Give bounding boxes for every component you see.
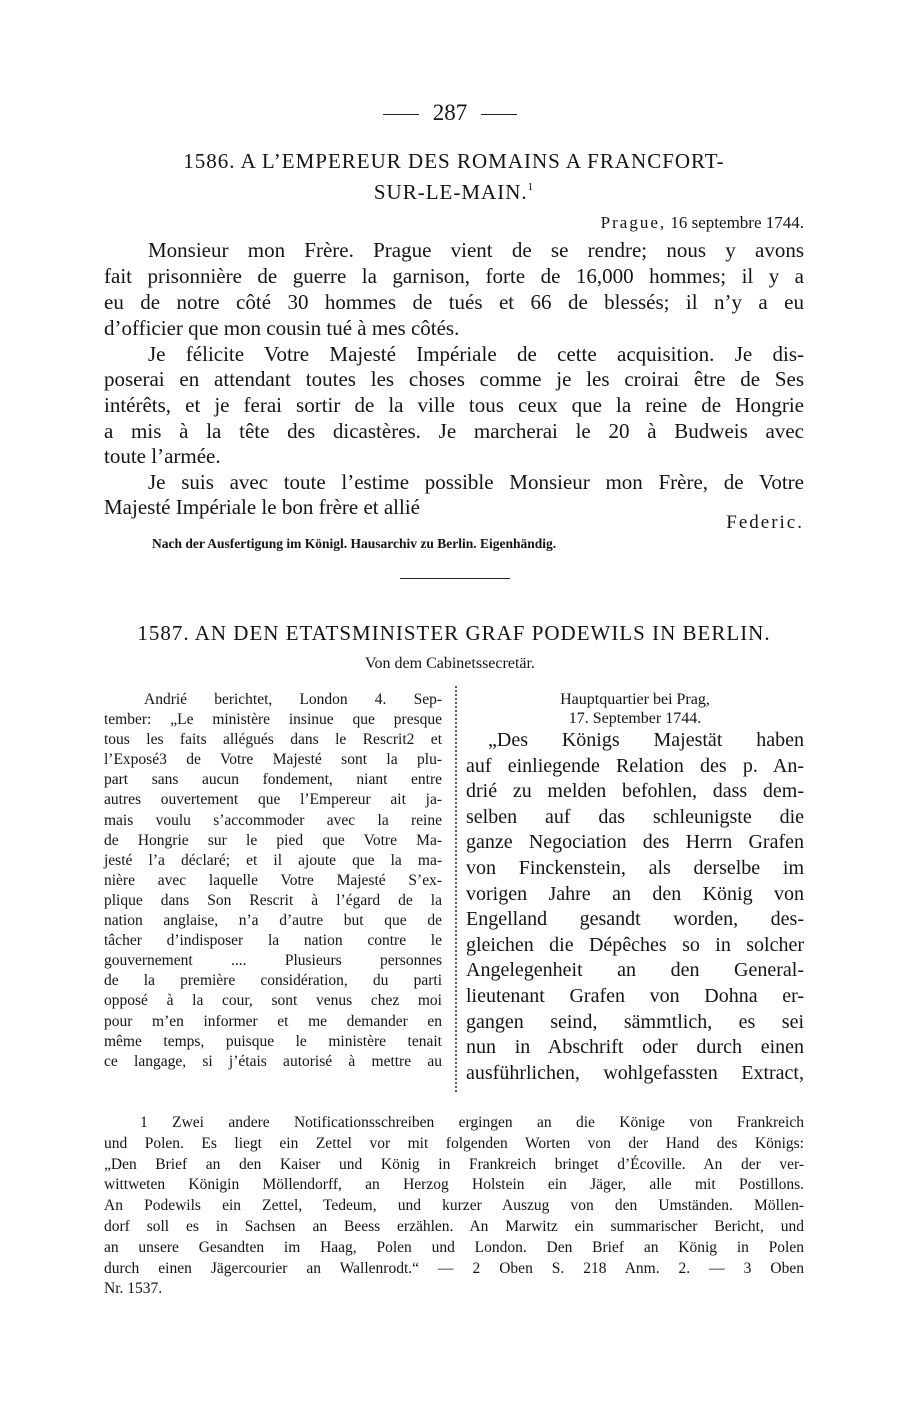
right-column-date: 17. September 1744. xyxy=(568,710,702,727)
footnote-line: „Den Brief an den Kaiser und König in Frankreich bringet d’Écoville. An der ver- xyxy=(104,1155,804,1173)
right-column-line: gangen seind, sämmtlich, es sei xyxy=(466,1010,804,1033)
left-column-line: tâcher d’indisposer la nation contre le xyxy=(104,932,442,950)
left-column-line: de Hongrie sur le pied que Votre Ma- xyxy=(104,831,442,849)
left-column-line: nation anglaise, n’a d’autre but que de xyxy=(104,912,442,930)
right-column-line: selben auf das schleunigste die xyxy=(466,805,804,828)
letter-1586-heading-text: SUR-LE-MAIN. xyxy=(373,180,528,204)
right-column-line: Engelland gesandt worden, des- xyxy=(466,908,804,931)
letter-1586-signature: Federic. xyxy=(726,512,804,533)
letter-1586-source-note: Nach der Ausfertigung im Königl. Hausarchiv zu Berlin. Eigenhändig. xyxy=(152,536,557,551)
letter-1586-place: Prague, xyxy=(600,213,667,232)
left-column-line: tous les faits allégués dans le Rescrit2 et xyxy=(104,731,442,749)
right-column-line: lieutenant Grafen von Dohna er- xyxy=(466,984,804,1007)
page-number xyxy=(0,98,900,128)
right-column-line: „Des Königs Majestät haben xyxy=(488,729,804,751)
page-number-dash-left xyxy=(383,114,419,115)
left-column-line: gouvernement .... Plusieurs personnes xyxy=(104,952,442,970)
left-column-line: part sans aucun fondement, niant entre xyxy=(104,771,442,789)
right-column-line: auf einliegende Relation des p. An- xyxy=(466,754,804,777)
left-column-line: ce langage, si j’étais autorisé à mettre au xyxy=(104,1052,442,1070)
footnote-line: 1 Zwei andere Notificationsschreiben ergingen an die Könige von Frankreich xyxy=(140,1114,804,1131)
section-divider xyxy=(400,578,510,579)
letter-1586-line: toute l’armée. xyxy=(104,444,221,468)
left-column-line: Andrié berichtet, London 4. Sep- xyxy=(144,691,442,708)
letter-1586-date: 16 septembre 1744. xyxy=(670,213,804,232)
letter-1587-subheading: Von dem Cabinetssecretär. xyxy=(365,655,535,672)
right-column-line: ganze Negociation des Herrn Grafen xyxy=(466,831,804,854)
page-number-text: 287 xyxy=(432,100,468,125)
footnote-line: durch einen Jägercourier an Wallenrodt.“ — 2 Oben S. 218 Anm. 2. — 3 Oben xyxy=(104,1259,804,1277)
letter-1587-left-column xyxy=(104,690,442,1072)
left-column-line: nière avec laquelle Votre Majesté S’ex- xyxy=(104,871,442,889)
left-column-line: autres ouvertement que l’Empereur ait ja- xyxy=(104,791,442,809)
footnote-ref-1: 1 xyxy=(527,181,535,193)
letter-1586-dateline xyxy=(601,212,804,234)
right-column-line: gleichen die Dépêches so in solcher xyxy=(466,933,804,956)
letter-1586-heading-line1: 1586. A L’EMPEREUR DES ROMAINS A FRANCFORT- xyxy=(183,149,725,173)
right-column-line: vorigen Jahre an den König von xyxy=(466,882,804,905)
right-column-place: Hauptquartier bei Prag, xyxy=(560,691,710,708)
left-column-line: pour m’en informer et me demander en xyxy=(104,1012,442,1030)
letter-1586-line: d’officier que mon cousin tué à mes côtés. xyxy=(104,316,460,340)
letter-1586-line: a mis à la tête des dicastères. Je marcherai le 20 à Budweis avec xyxy=(104,419,804,443)
right-column-line: drié zu melden befohlen, dass dem- xyxy=(466,780,804,803)
left-column-line: plique dans Son Rescrit à l’égard de la xyxy=(104,891,442,909)
left-column-line: l’Exposé3 de Votre Majesté sont la plu- xyxy=(104,751,442,769)
column-divider xyxy=(455,686,457,1092)
letter-1586-line: Majesté Impériale le bon frère et allié xyxy=(104,495,421,519)
right-column-line: von Finckenstein, als derselbe im xyxy=(466,856,804,879)
letter-1586-line: Monsieur mon Frère. Prague vient de se rendre; nous y avons xyxy=(148,238,804,262)
left-column-line: de la première considération, du parti xyxy=(104,972,442,990)
left-column-line: mais voulu s’accommoder avec la reine xyxy=(104,811,442,829)
letter-1586-line: Je félicite Votre Majesté Impériale de cette acquisition. Je dis- xyxy=(148,342,804,366)
left-column-line: même temps, puisque le ministère tenait xyxy=(104,1032,442,1050)
letter-1586-line: fait prisonnière de guerre la garnison, forte de 16,000 hommes; il y a xyxy=(104,264,804,288)
footnotes xyxy=(104,1113,804,1300)
letter-1587-heading: 1587. AN DEN ETATSMINISTER GRAF PODEWILS IN BERLIN. xyxy=(137,621,771,645)
left-column-line: opposé à la cour, sont venus chez moi xyxy=(104,992,442,1010)
right-column-line: ausführlichen, wohlgefassten Extract, xyxy=(466,1061,804,1084)
footnote-line: An Podewils ein Zettel, Tedeum, und kurzer Auszug von den Umständen. Möllen- xyxy=(104,1197,804,1215)
footnote-line: wittweten Königin Möllendorff, an Herzog Holstein ein Jäger, alle mit Postillons. xyxy=(104,1176,804,1194)
page-number-dash-right xyxy=(481,114,517,115)
footnote-line: und Polen. Es liegt ein Zettel vor mit folgenden Worten von der Hand des Königs: xyxy=(104,1134,804,1152)
letter-1586-heading-line2 xyxy=(104,174,804,206)
letter-1586-line: poserai en attendant toutes les choses comme je les croirai être de Ses xyxy=(104,367,804,391)
right-column-line: nun in Abschrift oder durch einen xyxy=(466,1036,804,1059)
footnote-line: an unsere Gesandten im Haag, Polen und London. Den Brief an König in Polen xyxy=(104,1238,804,1256)
left-column-line: jesté l’a déclaré; et il ajoute que la ma- xyxy=(104,851,442,869)
letter-1586-line: Je suis avec toute l’estime possible Monsieur mon Frère, de Votre xyxy=(148,470,804,494)
letter-1586-line: eu de notre côté 30 hommes de tués et 66 de blessés; il n’y a eu xyxy=(104,290,804,314)
footnote-line: Nr. 1537. xyxy=(104,1280,163,1298)
letter-1586-line: intérêts, et je ferai sortir de la ville tous ceux que la reine de Hongrie xyxy=(104,393,804,417)
right-column-line: Angelegenheit an den General- xyxy=(466,959,804,982)
letter-1587-right-column xyxy=(466,690,804,1086)
left-column-line: tember: „Le ministère insinue que presque xyxy=(104,711,442,729)
footnote-line: dorf soll es in Sachsen an Beess erzählen. An Marwitz ein summarischer Bericht, und xyxy=(104,1217,804,1235)
